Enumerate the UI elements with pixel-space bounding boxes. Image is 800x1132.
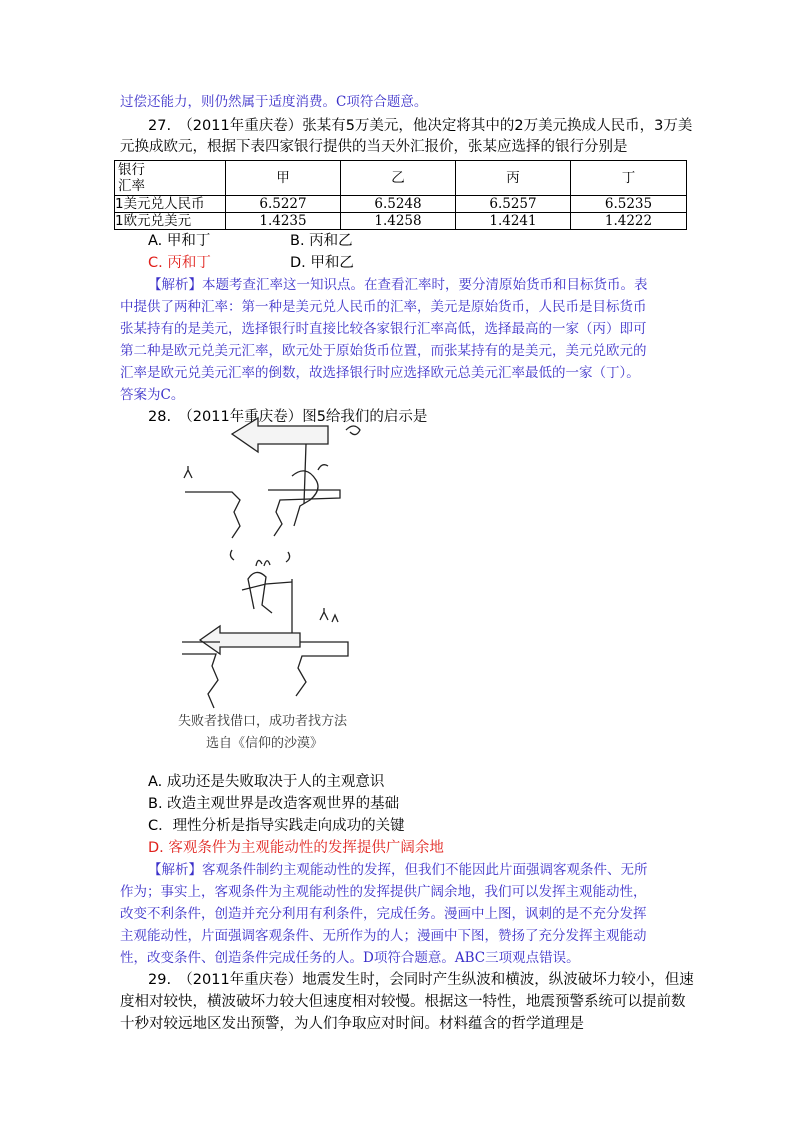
q27-stem-line2: 元换成欧元，根据下表四家银行提供的当天外汇报价，张某应选择的银行分别是	[120, 139, 628, 155]
bank-header: 丙	[456, 161, 571, 196]
intro-line: 过偿还能力，则仍然属于适度消费。C项符合题意。	[120, 94, 428, 110]
q27-analysis-line: 汇率是欧元兑美元汇率的倒数，故选择银行时应选择欧元总美元汇率最低的一家（丁）。	[120, 365, 640, 381]
corner-bottom-label: 汇率	[118, 178, 145, 194]
cartoon-source: 选自《信仰的沙漠》	[206, 736, 324, 751]
q27-stem-line1: 27. （2011年重庆卷）张某有5万美元，他决定将其中的2万美元换成人民币，3万美	[148, 118, 693, 134]
right-cliff-lower	[296, 642, 348, 696]
exchange-rate-table	[114, 160, 687, 230]
corner-top-label: 银行	[118, 162, 145, 178]
signpost-pole	[304, 444, 306, 504]
cartoon-caption: 失败者找借口，成功者找方法	[178, 714, 348, 729]
arrow-sign-icon	[232, 418, 328, 452]
rate-cell: 1.4258	[341, 213, 456, 230]
q29-stem-line1: 29. （2011年重庆卷）地震发生时，会同时产生纵波和横波，纵波破坏力较小，但速	[148, 972, 694, 988]
waiting-figures-icon	[320, 608, 338, 622]
row-label: 1欧元兑美元	[115, 213, 226, 230]
analysis-text: 客观条件制约主观能动性的发挥，但我们不能因此片面强调客观条件、无所	[202, 862, 648, 878]
q27-option-a: A. 甲和丁	[148, 233, 211, 249]
q28-analysis-line: 性，改变条件、创造条件完成任务的人。D项符合题意。ABC三项观点错误。	[120, 950, 580, 966]
rate-cell: 1.4235	[226, 213, 341, 230]
q28-option-c: C．理性分析是指导实践走向成功的关键	[148, 818, 405, 834]
q28-analysis-line: 主观能动性，片面强调客观条件、无所作为的人；漫画中下图，赞扬了充分发挥主观能动	[120, 928, 647, 944]
q27-option-c: C. 丙和丁	[148, 255, 211, 271]
small-figure-icon	[184, 466, 192, 478]
q27-analysis-line: 张某持有的是美元，选择银行时直接比较各家银行汇率高低，选择最高的一家（丙）即可	[120, 321, 647, 337]
bank-header: 甲	[226, 161, 341, 196]
rate-cell: 6.5257	[456, 196, 571, 213]
q27-analysis-line	[148, 275, 648, 295]
cartoon-illustration	[170, 404, 420, 744]
table-row	[115, 196, 687, 213]
left-cliff-lower	[182, 642, 220, 708]
rate-cell: 6.5248	[341, 196, 456, 213]
q29-stem-line2: 度相对较快，横波破坏力较大但速度相对较慢。根据这一特性，地震预警系统可以提前数	[120, 994, 686, 1010]
q28-analysis-line: 改变不利条件，创造并充分利用有利条件，完成任务。漫画中上图，讽刺的是不充分发挥	[120, 906, 647, 922]
row-label: 1美元兑人民币	[115, 196, 226, 213]
q27-option-d: D. 甲和乙	[290, 255, 354, 271]
left-cliff-upper	[185, 492, 240, 538]
analysis-text: 本题考查汇率这一知识点。在查看汇率时，要分清原始货币和目标货币。表	[202, 277, 648, 293]
bank-header: 乙	[341, 161, 456, 196]
bank-header: 丁	[571, 161, 687, 196]
q27-option-b: B. 丙和乙	[290, 233, 353, 249]
q28-analysis-line: 作为；事实上，客观条件为主观能动性的发挥提供广阔余地，我们可以发挥主观能动性，	[120, 884, 647, 900]
q27-analysis-line: 第二种是欧元兑美元汇率，欧元处于原始货币位置，而张某持有的是美元，美元兑欧元的	[120, 343, 647, 359]
rate-cell: 1.4222	[571, 213, 687, 230]
q27-analysis-line: 中提供了两种汇率：第一种是美元兑人民币的汇率，美元是原始货币，人民币是目标货币	[120, 299, 647, 315]
q29-stem-line3: 十秒对较远地区发出预警，为人们争取应对时间。材料蕴含的哲学道理是	[120, 1016, 584, 1032]
q28-option-d: D. 客观条件为主观能动性的发挥提供广阔余地	[148, 840, 444, 856]
q28-option-b: B. 改造主观世界是改造客观世界的基础	[148, 796, 400, 812]
table-corner-cell	[115, 161, 226, 196]
rate-cell: 1.4241	[456, 213, 571, 230]
q28-stem-line1: 28. （2011年重庆卷）图5给我们的启示是	[148, 409, 428, 425]
swirl-icon	[346, 426, 360, 435]
analysis-tag: 【解析】	[148, 862, 202, 878]
rate-cell: 6.5227	[226, 196, 341, 213]
q28-option-a: A. 成功还是失败取决于人的主观意识	[148, 774, 385, 790]
q28-analysis-line	[148, 860, 648, 880]
balancing-figure-icon	[242, 572, 292, 613]
q27-analysis-line: 答案为C。	[120, 387, 185, 403]
table-row	[115, 213, 687, 230]
table-header-row	[115, 161, 687, 196]
analysis-tag: 【解析】	[148, 277, 202, 293]
arrow-bridge-icon	[200, 626, 300, 654]
rate-cell: 6.5235	[571, 196, 687, 213]
